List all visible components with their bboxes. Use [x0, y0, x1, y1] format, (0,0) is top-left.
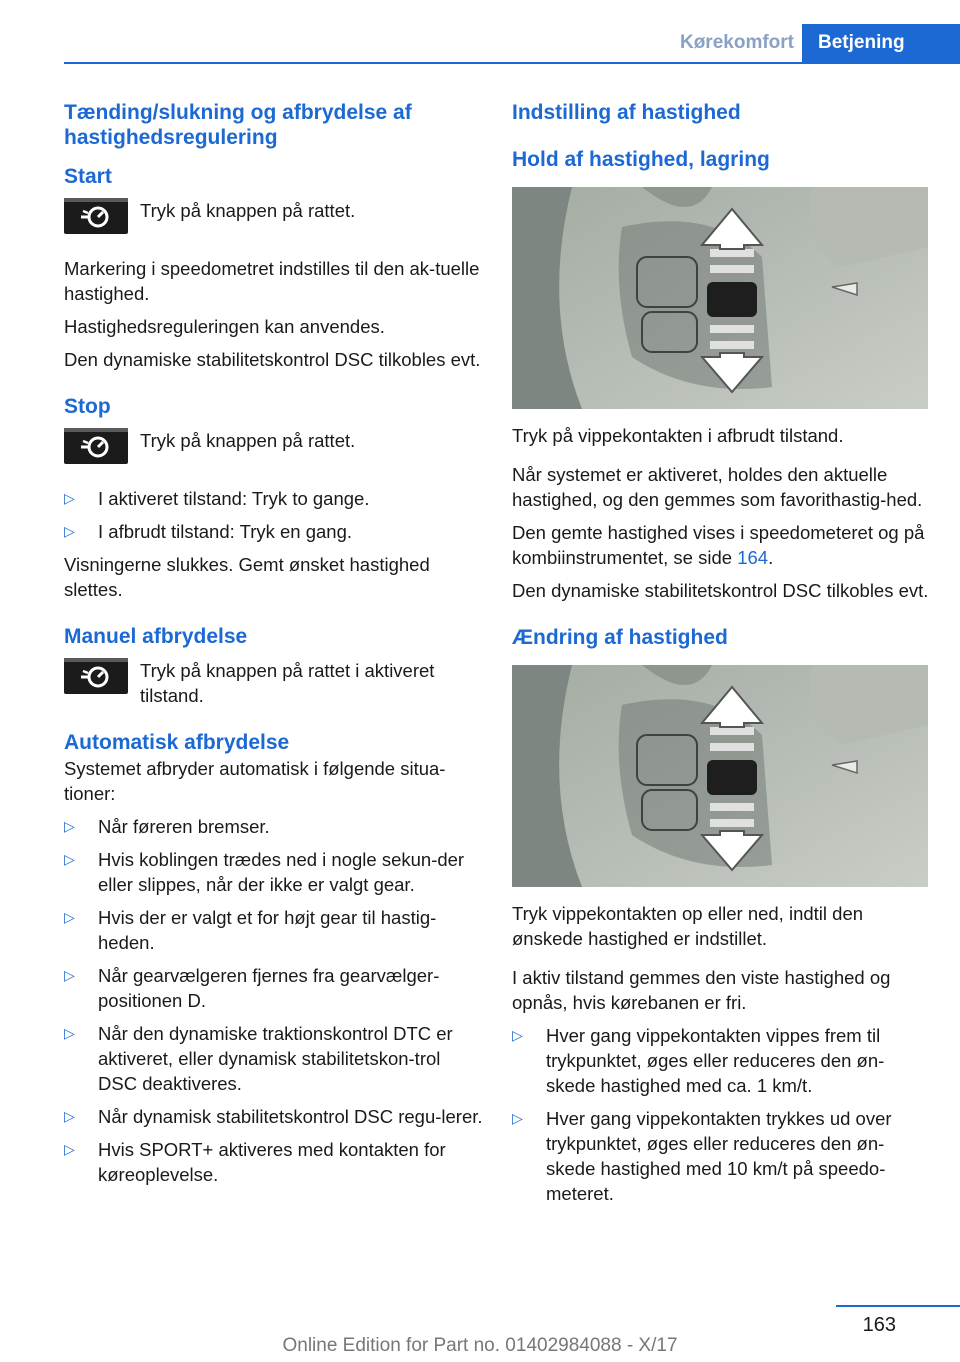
triangle-bullet-icon: ▷ — [64, 818, 75, 834]
hold-paragraph-1: Når systemet er aktiveret, holdes den aktuelle hastighed, og den gemmes som favorithastig-hed. — [512, 464, 923, 510]
list-item: ▷ Når føreren bremser. — [64, 816, 270, 837]
edition-footer: Online Edition for Part no. 01402984088 - X/17 — [282, 1335, 678, 1356]
list-item: ▷ Hver gang vippekontakten trykkes ud over trykpunktet, øges eller reduceres den øn-skede hastighed med 10 km/t på speedo-meteret. — [512, 1108, 892, 1204]
start-instruction: Tryk på knappen på rattet. — [140, 200, 356, 221]
change-caption: Tryk vippekontakten op eller ned, indtil den ønskede hastighed er indstillet. — [512, 903, 864, 949]
list-item: ▷ Når gearvælgeren fjernes fra gearvælger-positionen D. — [64, 965, 440, 1011]
tab-kørekomfort[interactable]: Kørekomfort — [679, 32, 794, 53]
stop-heading: Stop — [64, 395, 111, 418]
auto-paragraph: Systemet afbryder automatisk i følgende situa-tioner: — [64, 758, 446, 804]
list-item: ▷ Hvis SPORT+ aktiveres med kontakten for køreoplevelse. — [64, 1139, 446, 1185]
triangle-bullet-icon: ▷ — [64, 1108, 75, 1124]
cruise-control-button-icon — [64, 658, 128, 694]
hold-paragraph-3: Den dynamiske stabilitetskontrol DSC tilkobles evt. — [512, 580, 929, 601]
stop-list — [64, 486, 484, 544]
hold-caption: Tryk på vippekontakten i afbrudt tilstand. — [512, 425, 844, 446]
section-title: Tænding/slukning og afbrydelse af hastighedsregulering — [64, 101, 412, 149]
tab-betjening[interactable]: Betjening — [802, 24, 960, 62]
triangle-bullet-icon: ▷ — [64, 909, 75, 925]
change-heading: Ændring af hastighed — [512, 626, 728, 649]
list-item: ▷ Hvis koblingen trædes ned i nogle sekun-der eller slippes, når der ikke er valgt gear. — [64, 849, 465, 895]
right-section-title: Indstilling af hastighed — [512, 101, 741, 124]
list-item: ▷ I aktiveret tilstand: Tryk to gange. — [64, 488, 370, 509]
triangle-bullet-icon: ▷ — [64, 967, 75, 983]
start-paragraph-3: Den dynamiske stabilitetskontrol DSC tilkobles evt. — [64, 349, 481, 370]
triangle-bullet-icon: ▷ — [512, 1027, 523, 1043]
list-item: ▷ I afbrudt tilstand: Tryk en gang. — [64, 521, 353, 542]
list-item: ▷ Hver gang vippekontakten vippes frem til trykpunktet, øges eller reduceres den øn-skede hastighed med ca. 1 km/t. — [512, 1025, 885, 1096]
manual-heading: Manuel afbrydelse — [64, 625, 248, 648]
start-paragraph-1: Markering i speedometret indstilles til den ak-tuelle hastighed. — [64, 258, 480, 304]
stop-paragraph: Visningerne slukkes. Gemt ønsket hastighed slettes. — [64, 554, 430, 600]
triangle-bullet-icon: ▷ — [64, 523, 75, 539]
cruise-control-button-icon — [64, 428, 128, 464]
change-paragraph: I aktiv tilstand gemmes den viste hastighed og opnås, hvis kørebanen er fri. — [512, 967, 891, 1013]
start-paragraph-2: Hastighedsreguleringen kan anvendes. — [64, 316, 385, 337]
right-column — [512, 100, 930, 1214]
triangle-bullet-icon: ▷ — [512, 1110, 523, 1126]
cruise-control-button-icon — [64, 198, 128, 234]
page-link[interactable]: 164 — [737, 547, 769, 568]
steering-wheel-rocker-image — [512, 665, 928, 887]
triangle-bullet-icon: ▷ — [64, 851, 75, 867]
stop-instruction: Tryk på knappen på rattet. — [140, 430, 356, 451]
change-list — [512, 1023, 930, 1206]
triangle-bullet-icon: ▷ — [64, 1025, 75, 1041]
triangle-bullet-icon: ▷ — [64, 490, 75, 506]
left-column — [64, 100, 484, 1195]
auto-heading: Automatisk afbrydelse — [64, 731, 290, 754]
footer-rule — [836, 1305, 960, 1307]
triangle-bullet-icon: ▷ — [64, 1141, 75, 1157]
list-item: ▷ Hvis der er valgt et for højt gear til hastig-heden. — [64, 907, 437, 953]
header-bar — [64, 24, 960, 64]
manual-instruction: Tryk på knappen på rattet i aktiveret tilstand. — [140, 660, 435, 706]
start-heading: Start — [64, 165, 112, 188]
steering-wheel-rocker-image — [512, 187, 928, 409]
hold-paragraph-2: Den gemte hastighed vises i speedometeret og på kombiinstrumentet, se side 164. — [512, 522, 925, 568]
list-item: ▷ Når dynamisk stabilitetskontrol DSC regu-lerer. — [64, 1106, 483, 1127]
page-number: 163 — [862, 1314, 896, 1336]
auto-list — [64, 814, 484, 1187]
list-item: ▷ Når den dynamiske traktionskontrol DTC er aktiveret, eller dynamisk stabilitetskon-trol DSC deaktiveres. — [64, 1023, 453, 1094]
hold-heading: Hold af hastighed, lagring — [512, 148, 770, 171]
